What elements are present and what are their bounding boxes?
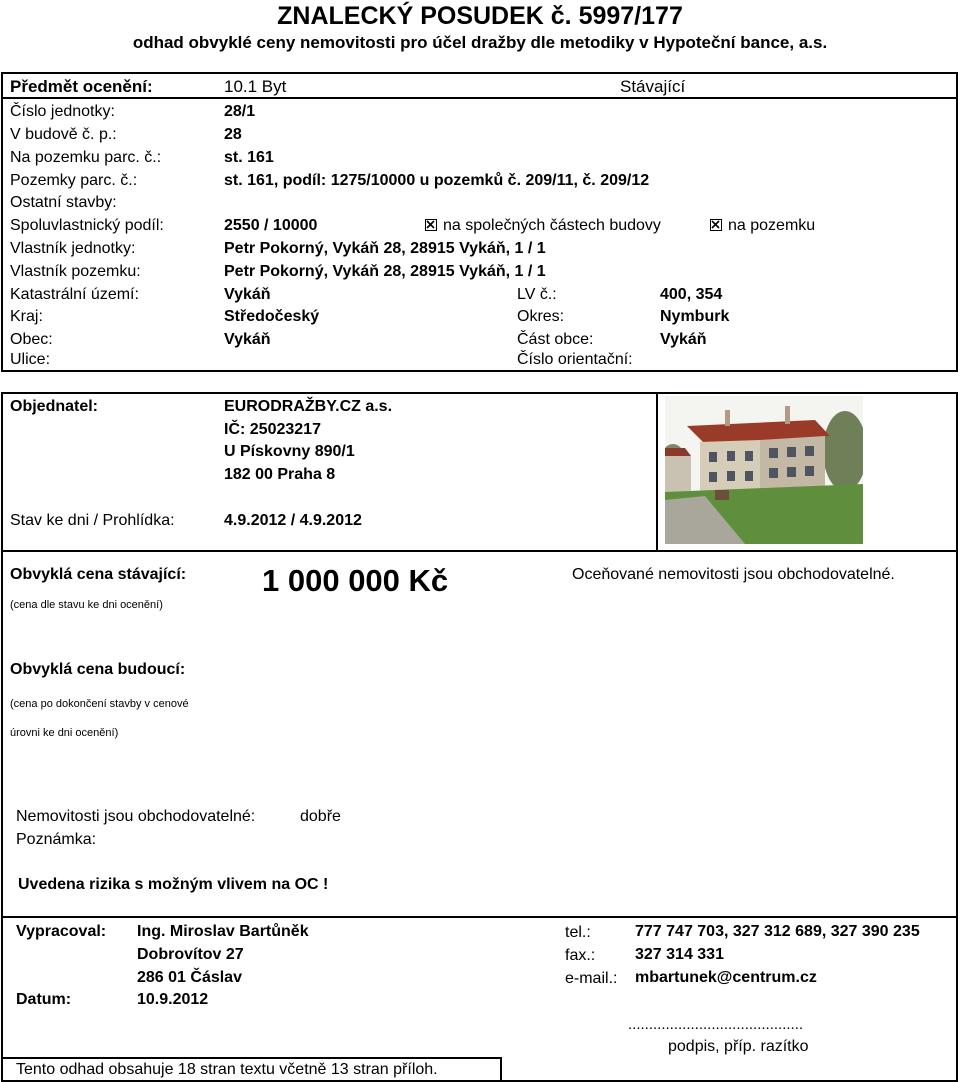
fax-label: fax.: <box>565 947 596 964</box>
share-common-parts-label: na společných částech budovy <box>443 217 661 234</box>
district-value: Nymburk <box>660 308 730 325</box>
orientation-number-label: Číslo orientační: <box>517 351 633 368</box>
client-label: Objednatel: <box>10 398 99 415</box>
document-title: ZNALECKÝ POSUDEK č. 5997/177 <box>277 2 683 30</box>
subject-divider <box>1 97 958 99</box>
share-label: Spoluvlastnický podíl: <box>10 217 164 234</box>
email-label: e-mail.: <box>565 970 618 987</box>
municipality-label: Obec: <box>10 331 53 348</box>
future-price-note-1: (cena po dokončení stavby v cenové <box>10 698 189 710</box>
land-parcels-label: Pozemky parc. č.: <box>10 172 138 189</box>
owner-land-value: Petr Pokorný, Vykáň 28, 28915 Vykáň, 1 / 1 <box>224 263 546 280</box>
footer-vdivider <box>500 1057 502 1082</box>
signature-line: .......................................... <box>628 1016 804 1033</box>
tel-label: tel.: <box>565 924 591 941</box>
building-number-value: 28 <box>224 126 242 143</box>
client-name: EURODRAŽBY.CZ a.s. <box>224 398 393 415</box>
cadastral-value: Vykáň <box>224 286 271 303</box>
lv-value: 400, 354 <box>660 286 723 303</box>
share-value: 2550 / 10000 <box>224 217 318 234</box>
street-label: Ulice: <box>10 351 51 368</box>
municipality-value: Vykáň <box>224 331 271 348</box>
client-city: 182 00 Praha 8 <box>224 466 336 483</box>
owner-land-label: Vlastník pozemku: <box>10 263 141 280</box>
photo-divider <box>656 392 658 552</box>
inspection-date-label: Stav ke dni / Prohlídka: <box>10 512 175 529</box>
land-parcels-value: st. 161, podíl: 1275/10000 u pozemků č. 209/11, č. 209/12 <box>224 172 650 189</box>
future-price-label: Obvyklá cena budoucí: <box>10 661 186 678</box>
author-label: Vypracoval: <box>16 923 107 940</box>
share-land <box>710 217 815 235</box>
parcel-label: Na pozemku parc. č.: <box>10 149 162 166</box>
subject-value: 10.1 Byt <box>224 77 287 96</box>
parcel-value: st. 161 <box>224 149 274 166</box>
fax-value: 327 314 331 <box>635 946 724 963</box>
tradeability-label: Nemovitosti jsou obchodovatelné: <box>16 808 256 825</box>
client-ic: IČ: 25023217 <box>224 421 321 438</box>
cadastral-label: Katastrální území: <box>10 286 139 303</box>
author-city: 286 01 Čáslav <box>137 969 242 986</box>
unit-number-value: 28/1 <box>224 103 256 120</box>
municipality-part-label: Část obce: <box>517 331 594 348</box>
municipality-part-value: Vykáň <box>660 331 707 348</box>
tradeability-value: dobře <box>300 808 341 825</box>
current-price-value: 1 000 000 Kč <box>262 563 449 598</box>
author-street: Dobrovítov 27 <box>137 946 244 963</box>
footer-note: Tento odhad obsahuje 18 stran textu včetně 13 stran příloh. <box>16 1061 438 1078</box>
share-land-label: na pozemku <box>728 217 816 234</box>
signature-label: podpis, příp. razítko <box>668 1038 809 1055</box>
document-subtitle: odhad obvyklé ceny nemovitosti pro účel dražby dle metodiky v Hypoteční bance, a.s. <box>132 33 828 52</box>
subject-label: Předmět ocenění: <box>10 77 153 96</box>
date-value: 10.9.2012 <box>137 991 209 1008</box>
lv-label: LV č.: <box>517 286 557 303</box>
other-buildings-label: Ostatní stavby: <box>10 194 117 211</box>
building-photo <box>665 396 863 544</box>
email-value: mbartunek@centrum.cz <box>635 969 817 986</box>
region-label: Kraj: <box>10 308 43 325</box>
share-common-parts <box>425 217 661 235</box>
unit-number-label: Číslo jednotky: <box>10 103 115 120</box>
subject-state: Stávající <box>620 77 686 96</box>
client-street: U Pískovny 890/1 <box>224 443 355 460</box>
district-label: Okres: <box>517 308 565 325</box>
inspection-date-value: 4.9.2012 / 4.9.2012 <box>224 512 362 529</box>
checked-box-icon <box>425 219 437 231</box>
tel-value: 777 747 703, 327 312 689, 327 390 235 <box>635 923 920 940</box>
current-price-note: (cena dle stavu ke dni ocenění) <box>10 599 163 611</box>
future-price-note-2: úrovni ke dni ocenění) <box>10 727 119 739</box>
footer-divider <box>1 1057 501 1059</box>
owner-unit-label: Vlastník jednotky: <box>10 240 136 257</box>
note-label: Poznámka: <box>16 831 97 848</box>
region-value: Středočeský <box>224 308 320 325</box>
checked-box-icon <box>710 219 722 231</box>
date-label: Datum: <box>16 991 72 1008</box>
risk-note: Uvedena rizika s možným vlivem na OC ! <box>18 876 329 893</box>
author-name: Ing. Miroslav Bartůněk <box>137 923 309 940</box>
tradeable-note: Oceňované nemovitosti jsou obchodovatelné. <box>572 566 895 583</box>
building-number-label: V budově č. p.: <box>10 126 117 143</box>
owner-unit-value: Petr Pokorný, Vykáň 28, 28915 Vykáň, 1 / 1 <box>224 240 546 257</box>
current-price-label: Obvyklá cena stávající: <box>10 566 187 583</box>
